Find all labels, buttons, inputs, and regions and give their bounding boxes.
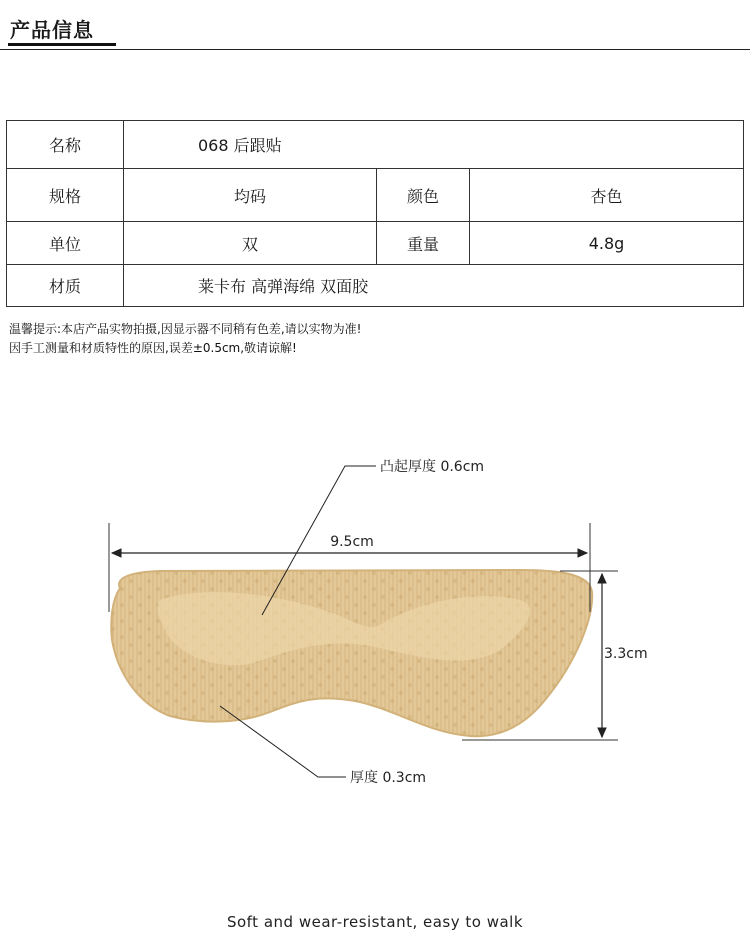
table-row — [7, 121, 744, 169]
height-label: 3.3cm — [604, 646, 648, 662]
weight-label: 重量 — [377, 222, 470, 265]
heel-pad-illustration — [111, 570, 592, 736]
name-label: 名称 — [7, 121, 124, 169]
spec-label: 规格 — [7, 169, 124, 222]
product-info-table — [6, 120, 744, 307]
header-divider — [0, 49, 750, 50]
table-row — [7, 222, 744, 265]
title-underline — [8, 43, 116, 46]
bump-thickness-label: 凸起厚度 0.6cm — [380, 459, 485, 475]
unit-label: 单位 — [7, 222, 124, 265]
material-label: 材质 — [7, 265, 124, 307]
section-title: 产品信息 — [10, 18, 94, 42]
name-value: 068 后跟贴 — [124, 121, 744, 169]
thickness-label: 厚度 0.3cm — [350, 770, 427, 786]
spec-value: 均码 — [124, 169, 377, 222]
weight-value: 4.8g — [470, 222, 744, 265]
color-label: 颜色 — [377, 169, 470, 222]
material-value: 莱卡布 高弹海绵 双面胶 — [124, 265, 744, 307]
notice-line-2: 因手工测量和材质特性的原因,误差±0.5cm,敬请谅解! — [9, 341, 297, 355]
notice — [9, 320, 362, 358]
tagline: Soft and wear-resistant, easy to walk — [226, 913, 524, 931]
length-label: 9.5cm — [330, 534, 374, 550]
table-row — [7, 265, 744, 307]
color-value: 杏色 — [470, 169, 744, 222]
dimension-diagram — [0, 440, 750, 786]
table-row — [7, 169, 744, 222]
notice-line-1: 温馨提示:本店产品实物拍摄,因显示器不同稍有色差,请以实物为准! — [9, 322, 362, 336]
unit-value: 双 — [124, 222, 377, 265]
